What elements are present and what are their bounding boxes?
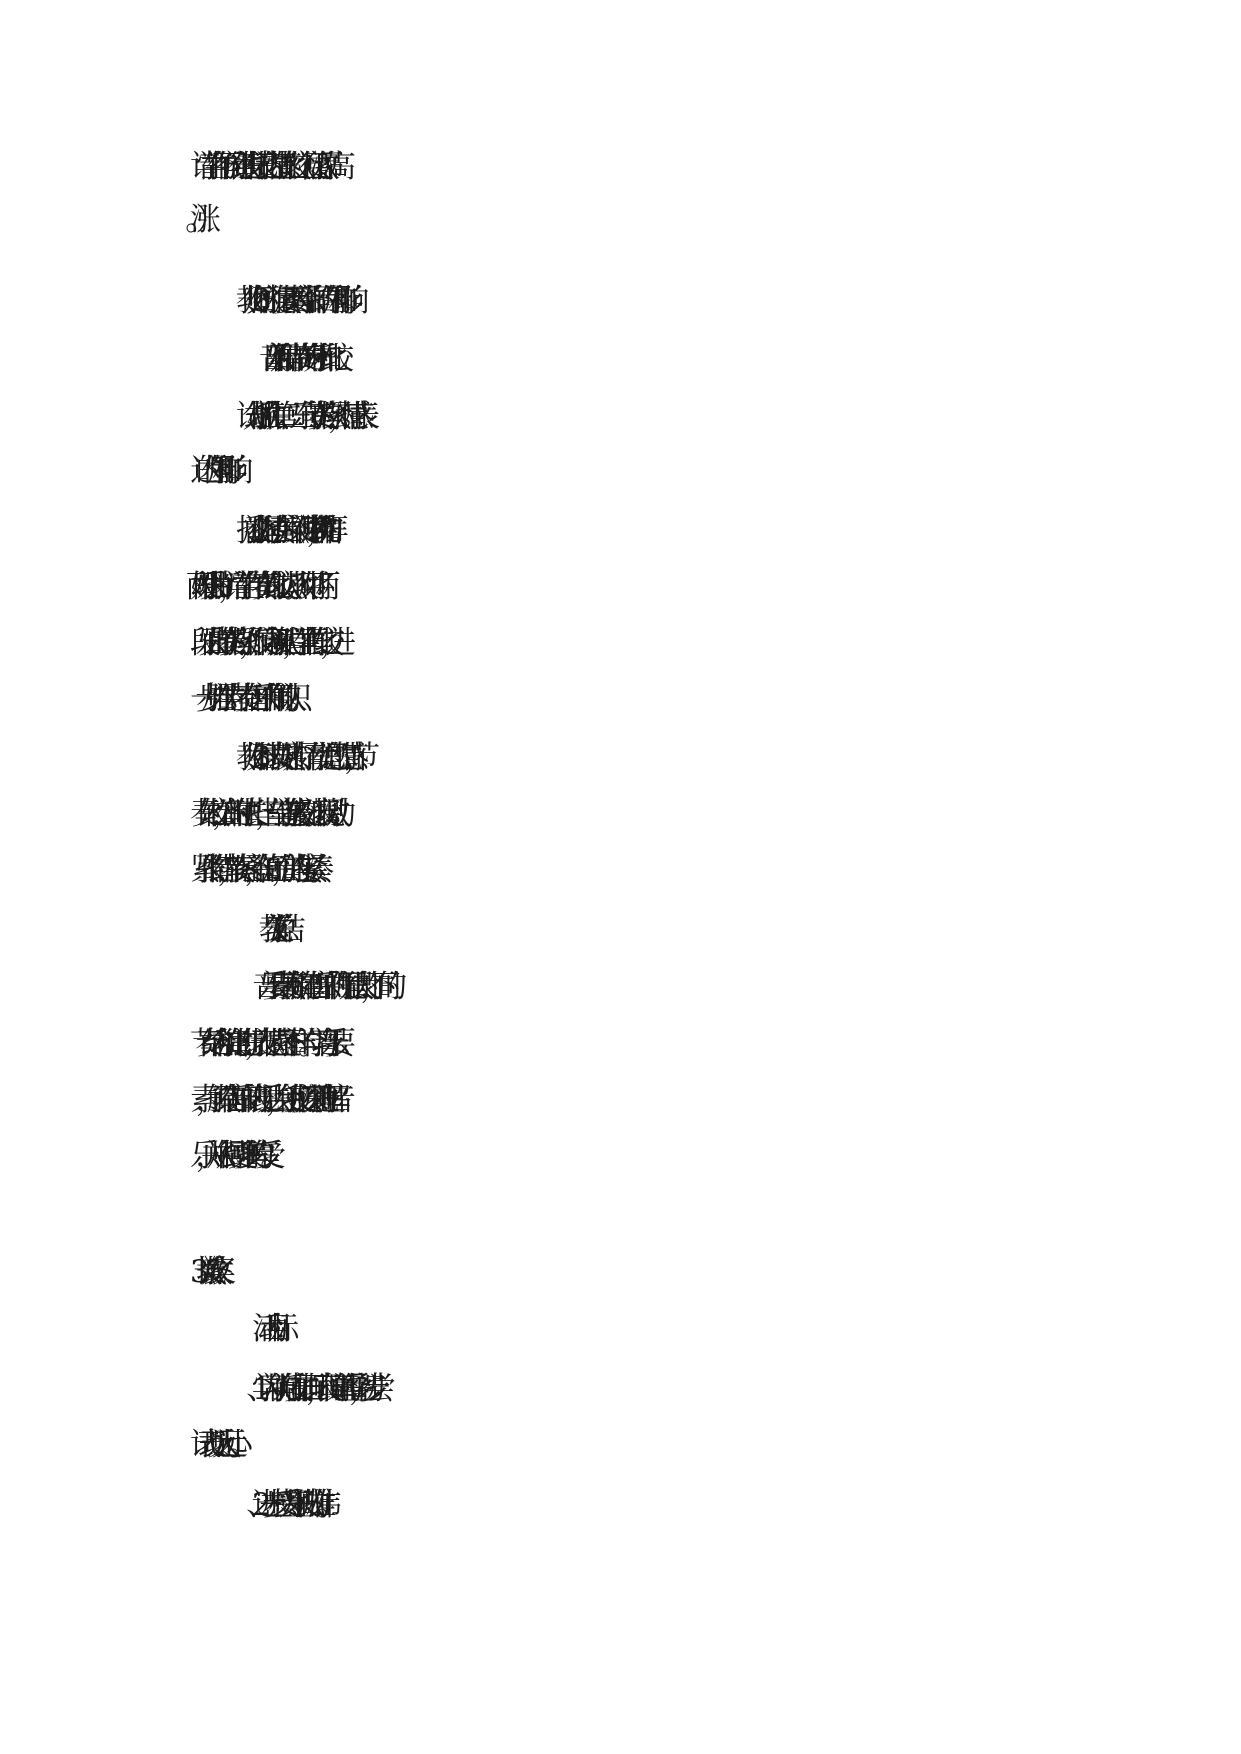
list-item: 2、进一步感受万里长城的雄伟。 [252,1487,322,1523]
paragraph-line: 涨）。 [190,202,191,238]
paragraph-line: 试表现近大远小。 [190,1427,234,1463]
paragraph-line: 达的作用和影响。 [190,453,234,489]
subheading: 活动目标： [252,1311,279,1347]
paragraph-line: 奏比较松，音的时值长一些，音与音连接较松驰。表现激动、 [190,796,336,832]
section-heading: （五） 教学总结 [258,912,281,948]
paragraph-line: 紧张的情绪，节奏紧密，音值短的，音的连接紧凑。 [190,852,315,888]
section-heading: （四） 音乐作品中节奏的分析和比较 [258,341,329,377]
list-item: 1、学习从前向后安排画面，表现简单的重叠，初步尝 [252,1371,371,1407]
paragraph-line: 乐，并从中得到更多美的享受。 [190,1138,266,1174]
list-item: 2、 播放小提琴协奏曲《梁祝》中，“草桥结拜”和“抗 [252,513,315,549]
list-item: 3、 教师归纳：旋律要素对音乐作品的作用和影响。 [252,283,350,319]
paragraph-line: 婚”两段乐曲片断，请学生作节奏的比较认识。教师可将两 [190,569,316,605]
paragraph-line: 节奏结合和旋律的进行，表达情感是不一样的。学习音乐要 [190,1026,331,1062]
list-item: 3、 教师小结：表现婉转、抒情、优美沉思的情感，节 [252,740,355,776]
paragraph-line: 段乐曲的节奏的松紧，作反向调换试唱，学生再作比较，进 [190,625,331,661]
document-title [190,1252,1241,1292]
list-item: 1、 试分析歌曲中第二、三乐句节奏的松紧，对情感表 [252,399,355,435]
paragraph-line: 素，了解其在音乐中的表现手法，会使我们更深刻地理解音 [190,1082,331,1118]
paragraph-line: 音乐要素节奏和旋律在音乐中的作用是很大的，不同的 [252,969,382,1005]
paragraph-line: 请学生作不同旋律线进行表达的情感比较（上行更激昂、高 [190,149,331,185]
paragraph-line: 一步加强学生对节奏在音乐中作用的认识。 [190,681,293,717]
